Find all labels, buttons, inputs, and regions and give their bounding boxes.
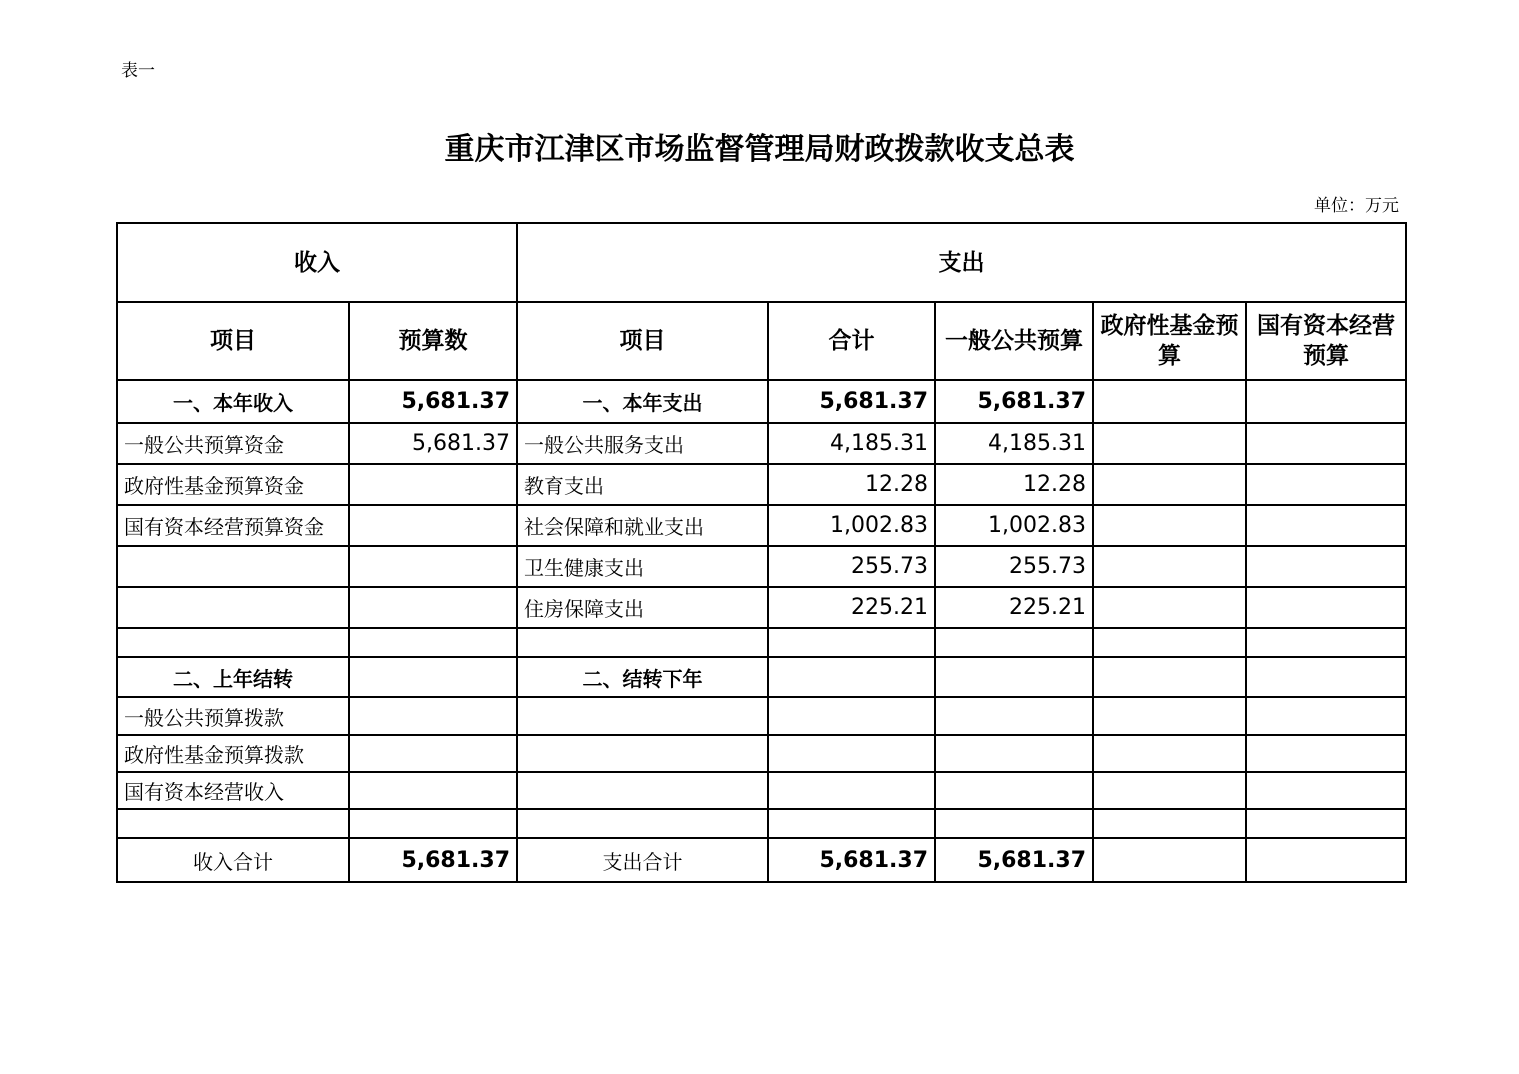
income-item: 国有资本经营收入 (117, 772, 349, 809)
expense-item (517, 735, 768, 772)
income-budget (349, 809, 517, 838)
income-item: 一、本年收入 (117, 380, 349, 423)
totals-row (117, 838, 1406, 882)
expense-item: 二、结转下年 (517, 657, 768, 697)
expense-total: 5,681.37 (768, 380, 935, 423)
expense-state-capital (1246, 628, 1406, 657)
income-budget: 5,681.37 (349, 380, 517, 423)
income-budget (349, 587, 517, 628)
expense-item: 卫生健康支出 (517, 546, 768, 587)
table-row (117, 587, 1406, 628)
col-gov-fund-budget: 政府性基金预算 (1093, 302, 1246, 380)
income-item (117, 546, 349, 587)
expense-item: 住房保障支出 (517, 587, 768, 628)
col-state-capital-budget: 国有资本经营预算 (1246, 302, 1406, 380)
col-income-item: 项目 (117, 302, 349, 380)
expense-total: 12.28 (768, 464, 935, 505)
income-budget (349, 697, 517, 735)
expense-total-value: 5,681.37 (768, 838, 935, 882)
expense-total-label: 支出合计 (517, 838, 768, 882)
expense-header: 支出 (517, 223, 1406, 302)
expense-gov-fund (1093, 772, 1246, 809)
table-row (117, 809, 1406, 838)
table-row (117, 657, 1406, 697)
expense-item: 一、本年支出 (517, 380, 768, 423)
income-budget: 5,681.37 (349, 423, 517, 464)
income-item: 政府性基金预算资金 (117, 464, 349, 505)
income-header: 收入 (117, 223, 517, 302)
expense-state-capital (1246, 380, 1406, 423)
expense-state-capital (1246, 587, 1406, 628)
expense-state-capital (1246, 772, 1406, 809)
expense-general: 5,681.37 (935, 380, 1093, 423)
expense-total (768, 772, 935, 809)
expense-gov-fund (1093, 735, 1246, 772)
table-row (117, 697, 1406, 735)
table-row (117, 735, 1406, 772)
expense-general: 1,002.83 (935, 505, 1093, 546)
expense-general (935, 809, 1093, 838)
expense-gov-fund (1093, 423, 1246, 464)
expense-state-capital (1246, 423, 1406, 464)
expense-general (935, 735, 1093, 772)
expense-state-capital (1246, 464, 1406, 505)
expense-general: 12.28 (935, 464, 1093, 505)
expense-total (768, 628, 935, 657)
income-item: 一般公共预算资金 (117, 423, 349, 464)
expense-total: 4,185.31 (768, 423, 935, 464)
expense-state-capital (1246, 657, 1406, 697)
income-item: 国有资本经营预算资金 (117, 505, 349, 546)
income-total-value: 5,681.37 (349, 838, 517, 882)
expense-item (517, 772, 768, 809)
col-expense-item: 项目 (517, 302, 768, 380)
expense-general-total: 5,681.37 (935, 838, 1093, 882)
income-total-label: 收入合计 (117, 838, 349, 882)
expense-general (935, 772, 1093, 809)
income-budget (349, 657, 517, 697)
income-item: 政府性基金预算拨款 (117, 735, 349, 772)
col-budget: 预算数 (349, 302, 517, 380)
budget-summary-table (116, 222, 1407, 883)
income-budget (349, 505, 517, 546)
expense-gov-fund (1093, 628, 1246, 657)
expense-state-capital (1246, 546, 1406, 587)
expense-general (935, 697, 1093, 735)
expense-item (517, 809, 768, 838)
income-budget (349, 464, 517, 505)
income-item (117, 628, 349, 657)
table-row (117, 546, 1406, 587)
table-row (117, 423, 1406, 464)
income-item (117, 809, 349, 838)
expense-state-capital (1246, 735, 1406, 772)
expense-general: 4,185.31 (935, 423, 1093, 464)
expense-total (768, 809, 935, 838)
expense-state-capital-total (1246, 838, 1406, 882)
expense-total (768, 657, 935, 697)
expense-state-capital (1246, 697, 1406, 735)
table-row (117, 628, 1406, 657)
expense-item: 教育支出 (517, 464, 768, 505)
table-row (117, 772, 1406, 809)
expense-state-capital (1246, 505, 1406, 546)
header-row-columns (117, 302, 1406, 380)
income-item: 二、上年结转 (117, 657, 349, 697)
income-budget (349, 772, 517, 809)
expense-total: 225.21 (768, 587, 935, 628)
col-general-budget: 一般公共预算 (935, 302, 1093, 380)
expense-general (935, 657, 1093, 697)
expense-total (768, 735, 935, 772)
expense-general: 255.73 (935, 546, 1093, 587)
expense-total (768, 697, 935, 735)
expense-total: 255.73 (768, 546, 935, 587)
table-row (117, 380, 1406, 423)
expense-item (517, 628, 768, 657)
col-total: 合计 (768, 302, 935, 380)
income-budget (349, 628, 517, 657)
table-row (117, 464, 1406, 505)
expense-gov-fund (1093, 809, 1246, 838)
expense-state-capital (1246, 809, 1406, 838)
expense-gov-fund (1093, 464, 1246, 505)
expense-general: 225.21 (935, 587, 1093, 628)
expense-gov-fund (1093, 587, 1246, 628)
income-item (117, 587, 349, 628)
expense-gov-fund (1093, 505, 1246, 546)
table-number: 表一 (121, 61, 155, 81)
expense-gov-fund (1093, 380, 1246, 423)
unit-label: 单位：万元 (1314, 196, 1399, 216)
expense-item (517, 697, 768, 735)
expense-item: 社会保障和就业支出 (517, 505, 768, 546)
page-title: 重庆市江津区市场监督管理局财政拨款收支总表 (444, 132, 1075, 167)
expense-item: 一般公共服务支出 (517, 423, 768, 464)
table-row (117, 505, 1406, 546)
expense-general (935, 628, 1093, 657)
header-row-group (117, 223, 1406, 302)
expense-gov-fund-total (1093, 838, 1246, 882)
expense-gov-fund (1093, 546, 1246, 587)
expense-gov-fund (1093, 697, 1246, 735)
expense-total: 1,002.83 (768, 505, 935, 546)
expense-gov-fund (1093, 657, 1246, 697)
income-item: 一般公共预算拨款 (117, 697, 349, 735)
income-budget (349, 735, 517, 772)
income-budget (349, 546, 517, 587)
